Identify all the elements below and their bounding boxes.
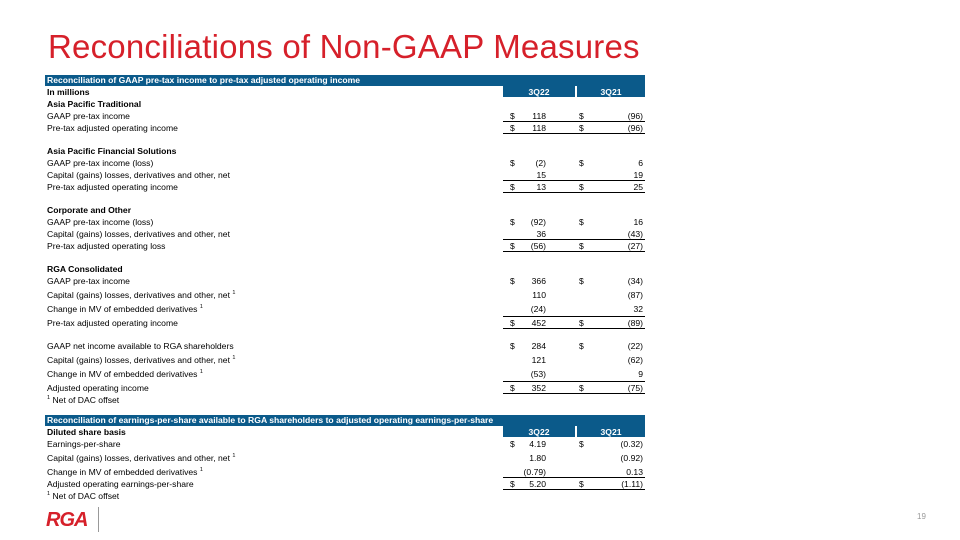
table-row [45,438,645,452]
row-label: Change in MV of embedded derivatives $^1$ [47,467,203,477]
row-label: Adjusted operating income [47,383,149,393]
table-row [45,317,645,329]
value-3q21: (43) [627,229,643,239]
value-3q21: (34) [627,276,643,286]
table-row [45,303,645,317]
row-label: Capital (gains) losses, derivatives and other, net [47,229,230,239]
value-3q22: 121 [531,355,546,365]
footnote-reference: 1 [199,467,203,473]
footnote [45,490,645,502]
value-3q21: (0.32) [620,439,643,449]
table-caption: Reconciliation of GAAP pre-tax income to pre-tax adjusted operating income [45,75,645,86]
value-3q21: (22) [627,341,643,351]
value-3q22: 15 [536,170,546,180]
row-label: Asia Pacific Financial Solutions [47,146,177,156]
currency-symbol: $ [510,241,515,251]
table-row [45,382,645,394]
table-row [45,340,645,354]
table-row [45,368,645,382]
footnote-mark: 1 [47,395,51,401]
value-3q21: (1.11) [621,479,643,489]
table-row [45,452,645,466]
value-3q21: (87) [627,290,643,300]
currency-symbol: $ [579,318,584,328]
table-caption: Reconciliation of earnings-per-share available to RGA shareholders to adjusted operating earnings-per-share [45,415,645,426]
row-label: Capital (gains) losses, derivatives and other, net $^1$ [47,290,236,300]
value-3q21: (75) [627,383,643,393]
rga-logo: RGA [46,509,88,531]
row-label: GAAP pre-tax income [47,111,130,121]
value-3q21: 6 [638,158,643,168]
table-body [45,98,645,394]
table-row [45,354,645,368]
row-label: Pre-tax adjusted operating loss [47,241,166,251]
value-3q22: 118 [532,123,546,133]
row-label: Pre-tax adjusted operating income [47,123,178,133]
table-row [45,466,645,478]
row-label: Change in MV of embedded derivatives $^1$ [47,369,203,379]
currency-symbol: $ [579,123,584,133]
footnote-reference: 1 [232,355,236,361]
spacer-row [45,252,645,263]
table-row [45,157,645,169]
value-3q22: 284 [531,341,546,351]
value-3q22: 118 [532,111,546,121]
row-label: Asia Pacific Traditional [47,99,142,109]
currency-symbol: $ [510,341,515,351]
table-row [45,228,645,240]
row-label: Pre-tax adjusted operating income [47,318,178,328]
value-3q22: (92) [530,217,546,227]
table-row [45,169,645,181]
currency-symbol: $ [579,341,584,351]
currency-symbol: $ [510,158,515,168]
value-3q22: 352 [531,383,546,393]
row-label: Adjusted operating earnings-per-share [47,479,194,489]
row-label: Capital (gains) losses, derivatives and other, net $^1$ [47,355,236,365]
table-row [45,181,645,193]
currency-symbol: $ [579,479,584,489]
currency-symbol: $ [579,439,584,449]
logo-divider [98,507,99,532]
section-heading-row [45,204,645,216]
currency-symbol: $ [579,383,584,393]
currency-symbol: $ [579,217,584,227]
currency-symbol: $ [510,383,515,393]
footnote-mark: 1 [47,491,51,497]
currency-symbol: $ [510,123,515,133]
row-label: Capital (gains) losses, derivatives and other, net $^1$ [47,453,236,463]
table-row [45,122,645,134]
footnote [45,394,645,406]
section-heading-row [45,145,645,157]
row-label: Change in MV of embedded derivatives $^1$ [47,304,203,314]
column-header-3q21: 3Q21 [577,426,645,437]
value-3q22: (24) [530,304,546,314]
currency-symbol: $ [510,217,515,227]
eps-reconciliation-table [45,415,645,502]
spacer-row [45,329,645,340]
currency-symbol: $ [579,276,584,286]
column-header-3q22: 3Q22 [503,426,575,437]
section-heading-row [45,263,645,275]
value-3q22: (56) [530,241,546,251]
row-label: Capital (gains) losses, derivatives and other, net [47,170,230,180]
spacer-row [45,193,645,204]
row-label: Pre-tax adjusted operating income [47,182,178,192]
value-3q22: 452 [531,318,546,328]
footnote-text: Net of DAC offset [52,395,120,405]
section-heading-row [45,98,645,110]
header-label: In millions [47,87,90,97]
value-3q21: (89) [627,318,643,328]
value-3q22: (0.79) [523,467,546,477]
value-3q22: (53) [530,369,546,379]
footnote-reference: 1 [232,453,236,459]
value-3q21: 19 [633,170,643,180]
table-row [45,240,645,252]
value-3q21: 32 [633,304,643,314]
value-3q22: 13 [536,182,546,192]
currency-symbol: $ [510,439,515,449]
table-header [45,86,645,98]
row-label: Corporate and Other [47,205,132,215]
table-row [45,478,645,490]
value-3q21: 25 [633,182,643,192]
footnote-text: Net of DAC offset [52,491,120,501]
column-header-3q21: 3Q21 [577,86,645,97]
value-3q22: 4.19 [529,439,546,449]
value-3q22: 5.20 [529,479,546,489]
value-3q22: 1.80 [529,453,546,463]
value-3q21: (27) [627,241,643,251]
footnote-reference: 1 [232,290,236,296]
footnote-reference: 1 [199,369,203,375]
row-label: GAAP pre-tax income (loss) [47,217,154,227]
currency-symbol: $ [510,182,515,192]
value-3q21: 16 [633,217,643,227]
currency-symbol: $ [510,276,515,286]
currency-symbol: $ [579,182,584,192]
value-3q21: (96) [627,123,643,133]
value-3q21: 9 [638,369,643,379]
page-title: Reconciliations of Non-GAAP Measures [48,28,640,65]
currency-symbol: $ [579,241,584,251]
table-row [45,216,645,228]
currency-symbol: $ [510,479,515,489]
value-3q22: 366 [531,276,546,286]
currency-symbol: $ [579,111,584,121]
value-3q21: (96) [627,111,643,121]
value-3q22: 36 [536,229,546,239]
table-row [45,275,645,289]
table-row [45,110,645,122]
value-3q21: (62) [627,355,643,365]
row-label: GAAP net income available to RGA shareholders [47,341,234,351]
currency-symbol: $ [510,318,515,328]
currency-symbol: $ [579,158,584,168]
page-number: 19 [917,512,926,521]
value-3q22: 110 [532,290,546,300]
table-row [45,289,645,303]
value-3q21: 0.13 [626,467,643,477]
row-label: GAAP pre-tax income [47,276,130,286]
table-body [45,438,645,490]
row-label: RGA Consolidated [47,264,123,274]
spacer-row [45,134,645,145]
table-header [45,426,645,438]
value-3q22: (2) [535,158,546,168]
operating-income-reconciliation-table [45,75,645,406]
value-3q21: (0.92) [620,453,643,463]
footnote-reference: 1 [199,304,203,310]
row-label: GAAP pre-tax income (loss) [47,158,154,168]
column-header-3q22: 3Q22 [503,86,575,97]
header-label: Diluted share basis [47,427,126,437]
row-label: Earnings-per-share [47,439,121,449]
currency-symbol: $ [510,111,515,121]
